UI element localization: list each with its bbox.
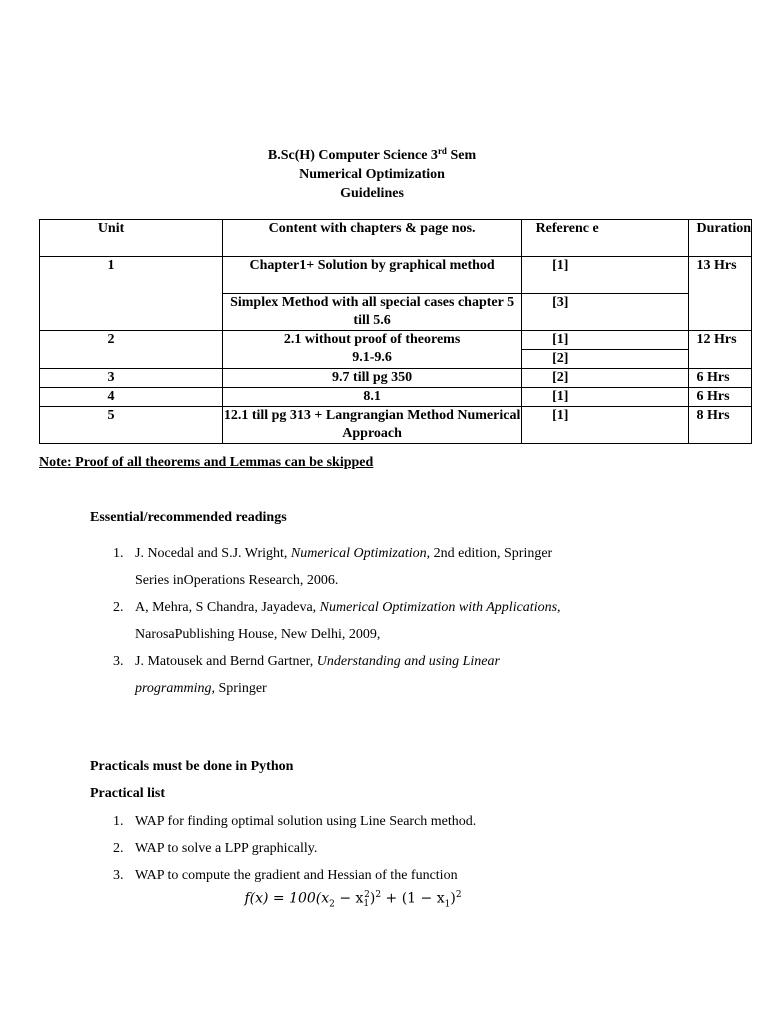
- reference-cell: [1]: [522, 331, 688, 350]
- list-item: 2. A, Mehra, S Chandra, Jayadeva, Numerical Optimization with Applications, NarosaPublishing House, New Delhi, 2009,: [113, 600, 561, 642]
- duration-cell: 6 Hrs: [688, 369, 751, 388]
- table-row: [40, 257, 752, 294]
- list-item: 1. J. Nocedal and S.J. Wright, Numerical Optimization, 2nd edition, Springer Series inOperations Research, 2006.: [113, 546, 553, 588]
- content-cell: 2.1 without proof of theorems 9.1-9.6: [223, 331, 522, 369]
- duration-cell: 8 Hrs: [688, 407, 751, 444]
- unit-cell: 3: [40, 369, 223, 388]
- content-cell: 9.7 till pg 350: [223, 369, 522, 388]
- readings-list: [90, 540, 730, 702]
- table-row: [40, 369, 752, 388]
- note-text: Note: Proof of all theorems and Lemmas can be skipped: [39, 455, 374, 470]
- guidelines-table: [39, 219, 752, 444]
- duration-cell: 13 Hrs: [688, 257, 751, 331]
- reference-cell: [3]: [522, 294, 688, 331]
- document-header: [0, 146, 744, 203]
- reference-cell: [2]: [522, 350, 688, 369]
- header-unit: Unit: [40, 220, 223, 257]
- readings-title: Essential/recommended readings: [90, 510, 287, 525]
- reference-cell: [1]: [522, 257, 688, 294]
- practical-list-title: Practical list: [90, 786, 166, 801]
- table-header-row: [40, 220, 752, 257]
- content-cell: 8.1: [223, 388, 522, 407]
- content-cell: Chapter1+ Solution by graphical method: [223, 257, 522, 294]
- practicals-title: Practicals must be done in Python: [90, 759, 294, 774]
- unit-cell: 4: [40, 388, 223, 407]
- unit-cell: 2: [40, 331, 223, 369]
- guidelines-title: Guidelines: [340, 186, 404, 201]
- duration-cell: 12 Hrs: [688, 331, 751, 369]
- table-row: [40, 388, 752, 407]
- subject-title: Numerical Optimization: [299, 167, 445, 182]
- table-row: [40, 407, 752, 444]
- header-duration: Duration: [688, 220, 751, 257]
- table-row: [40, 331, 752, 350]
- unit-cell: 1: [40, 257, 223, 331]
- list-item: 1. WAP for finding optimal solution using Line Search method.: [113, 814, 477, 829]
- list-item: 3. WAP to compute the gradient and Hessian of the function: [113, 868, 458, 883]
- content-cell: Simplex Method with all special cases chapter 5 till 5.6: [223, 294, 522, 331]
- reference-cell: [1]: [522, 388, 688, 407]
- rosenbrock-formula: $f(x) = 100(x_2 - x_1^2)^2 + (1 - x_1)^2$: [244, 890, 462, 910]
- header-reference: Referenc e: [522, 220, 688, 257]
- reference-cell: [1]: [522, 407, 688, 444]
- course-title: B.Sc(H) Computer Science 3rd Sem: [267, 146, 477, 163]
- list-item: 2. WAP to solve a LPP graphically.: [113, 841, 318, 856]
- header-content: Content with chapters & page nos.: [223, 220, 522, 257]
- duration-cell: 6 Hrs: [688, 388, 751, 407]
- list-item: 3. J. Matousek and Bernd Gartner, Understanding and using Linear programming, Springer: [113, 654, 500, 696]
- practical-list: [90, 808, 730, 889]
- unit-cell: 5: [40, 407, 223, 444]
- content-cell: 12.1 till pg 313 + Langrangian Method Numerical Approach: [223, 407, 522, 444]
- reference-cell: [2]: [522, 369, 688, 388]
